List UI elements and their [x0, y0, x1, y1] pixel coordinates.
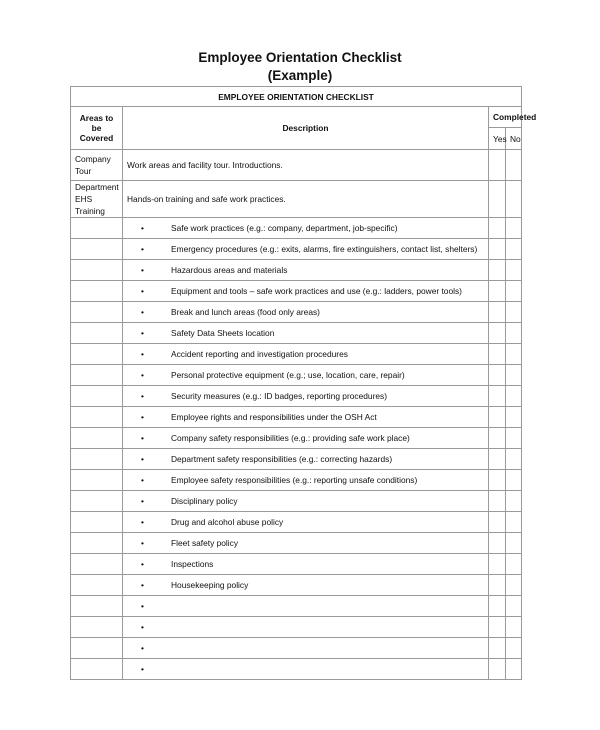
item-description: [123, 554, 489, 575]
no-checkbox-cell[interactable]: [506, 386, 522, 407]
yes-checkbox-cell[interactable]: [489, 281, 506, 302]
item-description: [123, 449, 489, 470]
no-checkbox-cell[interactable]: [506, 323, 522, 344]
yes-checkbox-cell[interactable]: [489, 449, 506, 470]
bullet-icon: •: [141, 559, 144, 569]
item-description: [123, 617, 489, 638]
no-checkbox-cell[interactable]: [506, 617, 522, 638]
item-text: Break and lunch areas (food only areas): [171, 307, 320, 317]
bullet-icon: •: [141, 601, 144, 611]
no-checkbox-cell[interactable]: [506, 218, 522, 239]
item-description: [123, 659, 489, 680]
item-description: [123, 470, 489, 491]
yes-checkbox-cell[interactable]: [489, 386, 506, 407]
checklist-item-row: [71, 554, 522, 575]
bullet-icon: •: [141, 517, 144, 527]
checklist-item-row: [71, 323, 522, 344]
item-description: [123, 596, 489, 617]
area-cell: [71, 470, 123, 491]
item-description: [123, 344, 489, 365]
yes-checkbox-cell[interactable]: [489, 617, 506, 638]
yes-checkbox-cell[interactable]: [489, 239, 506, 260]
item-text: Safe work practices (e.g.: company, department, job-specific): [171, 223, 398, 233]
checklist-item-row: [71, 491, 522, 512]
area-cell: [71, 302, 123, 323]
checklist-item-row: [71, 470, 522, 491]
bullet-icon: •: [141, 370, 144, 380]
checklist-item-row: [71, 449, 522, 470]
no-checkbox-cell[interactable]: [506, 470, 522, 491]
header-areas: Areas to be Covered: [71, 107, 123, 150]
no-checkbox-cell[interactable]: [506, 575, 522, 596]
checklist-table: [70, 86, 537, 680]
yes-checkbox-cell[interactable]: [489, 554, 506, 575]
yes-checkbox-cell[interactable]: [489, 638, 506, 659]
yes-checkbox-cell[interactable]: [489, 470, 506, 491]
no-checkbox-cell[interactable]: [506, 491, 522, 512]
item-description: [123, 239, 489, 260]
bullet-icon: •: [141, 391, 144, 401]
item-description: [123, 533, 489, 554]
header-description: Description: [123, 107, 489, 150]
item-text: Hazardous areas and materials: [171, 265, 288, 275]
bullet-icon: •: [141, 328, 144, 338]
yes-checkbox-cell[interactable]: [489, 260, 506, 281]
item-text: Emergency procedures (e.g.: exits, alarms, fire extinguishers, contact list, shelters): [171, 244, 478, 254]
yes-checkbox-cell[interactable]: [489, 302, 506, 323]
yes-checkbox-cell[interactable]: [489, 218, 506, 239]
no-checkbox-cell[interactable]: [506, 596, 522, 617]
no-checkbox-cell[interactable]: [506, 150, 522, 181]
area-cell: [71, 218, 123, 239]
checklist-item-row: [71, 239, 522, 260]
area-cell: Department EHS Training: [71, 181, 123, 218]
yes-checkbox-cell[interactable]: [489, 575, 506, 596]
area-cell: [71, 554, 123, 575]
item-description: [123, 491, 489, 512]
item-text: Personal protective equipment (e.g.; use, location, care, repair): [171, 370, 405, 380]
area-cell: [71, 533, 123, 554]
area-cell: [71, 575, 123, 596]
item-description: [123, 386, 489, 407]
header-yes: Yes: [489, 128, 506, 150]
yes-checkbox-cell[interactable]: [489, 596, 506, 617]
document-title: Employee Orientation Checklist: [198, 50, 402, 65]
no-checkbox-cell[interactable]: [506, 533, 522, 554]
bullet-icon: •: [141, 475, 144, 485]
checklist-item-row: [71, 407, 522, 428]
item-description: [123, 281, 489, 302]
item-text: Equipment and tools – safe work practices and use (e.g.: ladders, power tools): [171, 286, 462, 296]
no-checkbox-cell[interactable]: [506, 554, 522, 575]
checklist-item-row: [71, 596, 522, 617]
yes-checkbox-cell[interactable]: [489, 365, 506, 386]
yes-checkbox-cell[interactable]: [489, 512, 506, 533]
checklist-item-row: [71, 428, 522, 449]
no-checkbox-cell[interactable]: [506, 449, 522, 470]
no-checkbox-cell[interactable]: [506, 512, 522, 533]
item-text: Employee safety responsibilities (e.g.: reporting unsafe conditions): [171, 475, 418, 485]
yes-checkbox-cell[interactable]: [489, 344, 506, 365]
bullet-icon: •: [141, 223, 144, 233]
checklist-item-row: [71, 344, 522, 365]
checklist-item-row: [71, 302, 522, 323]
area-cell: [71, 659, 123, 680]
no-checkbox-cell[interactable]: [506, 428, 522, 449]
area-cell: [71, 491, 123, 512]
area-cell: [71, 449, 123, 470]
item-text: Accident reporting and investigation procedures: [171, 349, 348, 359]
no-checkbox-cell[interactable]: [506, 239, 522, 260]
checklist-item-row: [71, 638, 522, 659]
item-text: Housekeeping policy: [171, 580, 249, 590]
item-description: [123, 302, 489, 323]
area-cell: [71, 323, 123, 344]
checklist-item-row: [71, 575, 522, 596]
checklist-item-row: [71, 281, 522, 302]
bullet-icon: •: [141, 622, 144, 632]
bullet-icon: •: [141, 244, 144, 254]
area-cell: [71, 281, 123, 302]
checklist-item-row: [71, 218, 522, 239]
item-description: [123, 365, 489, 386]
bullet-icon: •: [141, 664, 144, 674]
item-text: Department safety responsibilities (e.g.: correcting hazards): [171, 454, 393, 464]
table-caption: EMPLOYEE ORIENTATION CHECKLIST: [71, 87, 522, 107]
bullet-icon: •: [141, 580, 144, 590]
item-description: [123, 638, 489, 659]
bullet-icon: •: [141, 412, 144, 422]
checklist-item-row: [71, 512, 522, 533]
area-row: [71, 150, 522, 181]
checklist-item-row: [71, 617, 522, 638]
bullet-icon: •: [141, 538, 144, 548]
area-cell: [71, 365, 123, 386]
item-text: Employee rights and responsibilities under the OSH Act: [171, 412, 377, 422]
area-cell: [71, 239, 123, 260]
yes-checkbox-cell[interactable]: [489, 428, 506, 449]
area-cell: [71, 638, 123, 659]
item-text: Drug and alcohol abuse policy: [171, 517, 284, 527]
item-description: [123, 218, 489, 239]
item-description: [123, 323, 489, 344]
description-cell: Work areas and facility tour. Introductions.: [123, 150, 489, 181]
no-checkbox-cell[interactable]: [506, 365, 522, 386]
area-cell: [71, 407, 123, 428]
bullet-icon: •: [141, 433, 144, 443]
item-description: [123, 512, 489, 533]
bullet-icon: •: [141, 454, 144, 464]
area-cell: [71, 386, 123, 407]
checklist-item-row: [71, 659, 522, 680]
header-completed: Completed: [489, 107, 522, 128]
item-description: [123, 575, 489, 596]
no-checkbox-cell[interactable]: [506, 407, 522, 428]
bullet-icon: •: [141, 643, 144, 653]
item-description: [123, 428, 489, 449]
item-description: [123, 407, 489, 428]
yes-checkbox-cell[interactable]: [489, 150, 506, 181]
yes-checkbox-cell[interactable]: [489, 181, 506, 218]
area-cell: [71, 512, 123, 533]
item-text: Security measures (e.g.: ID badges, reporting procedures): [171, 391, 387, 401]
no-checkbox-cell[interactable]: [506, 344, 522, 365]
description-cell: Hands-on training and safe work practices.: [123, 181, 489, 218]
yes-checkbox-cell[interactable]: [489, 491, 506, 512]
item-text: Company safety responsibilities (e.g.: providing safe work place): [171, 433, 410, 443]
no-checkbox-cell[interactable]: [506, 281, 522, 302]
bullet-icon: •: [141, 496, 144, 506]
bullet-icon: •: [141, 286, 144, 296]
checklist-item-row: [71, 386, 522, 407]
document-subtitle: (Example): [267, 68, 333, 83]
yes-checkbox-cell[interactable]: [489, 323, 506, 344]
area-cell: [71, 596, 123, 617]
area-row: [71, 181, 522, 218]
no-checkbox-cell[interactable]: [506, 260, 522, 281]
item-text: Safety Data Sheets location: [171, 328, 275, 338]
no-checkbox-cell[interactable]: [506, 302, 522, 323]
item-text: Disciplinary policy: [171, 496, 238, 506]
no-checkbox-cell[interactable]: [506, 638, 522, 659]
yes-checkbox-cell[interactable]: [489, 407, 506, 428]
bullet-icon: •: [141, 265, 144, 275]
no-checkbox-cell[interactable]: [506, 181, 522, 218]
bullet-icon: •: [141, 307, 144, 317]
area-cell: Company Tour: [71, 150, 123, 181]
header-no: No: [506, 128, 522, 150]
item-description: [123, 260, 489, 281]
checklist-item-row: [71, 533, 522, 554]
area-cell: [71, 260, 123, 281]
checklist-item-row: [71, 260, 522, 281]
yes-checkbox-cell[interactable]: [489, 533, 506, 554]
item-text: Inspections: [171, 559, 214, 569]
yes-checkbox-cell[interactable]: [489, 659, 506, 680]
area-cell: [71, 428, 123, 449]
checklist-item-row: [71, 365, 522, 386]
area-cell: [71, 344, 123, 365]
bullet-icon: •: [141, 349, 144, 359]
item-text: Fleet safety policy: [171, 538, 239, 548]
area-cell: [71, 617, 123, 638]
no-checkbox-cell[interactable]: [506, 659, 522, 680]
